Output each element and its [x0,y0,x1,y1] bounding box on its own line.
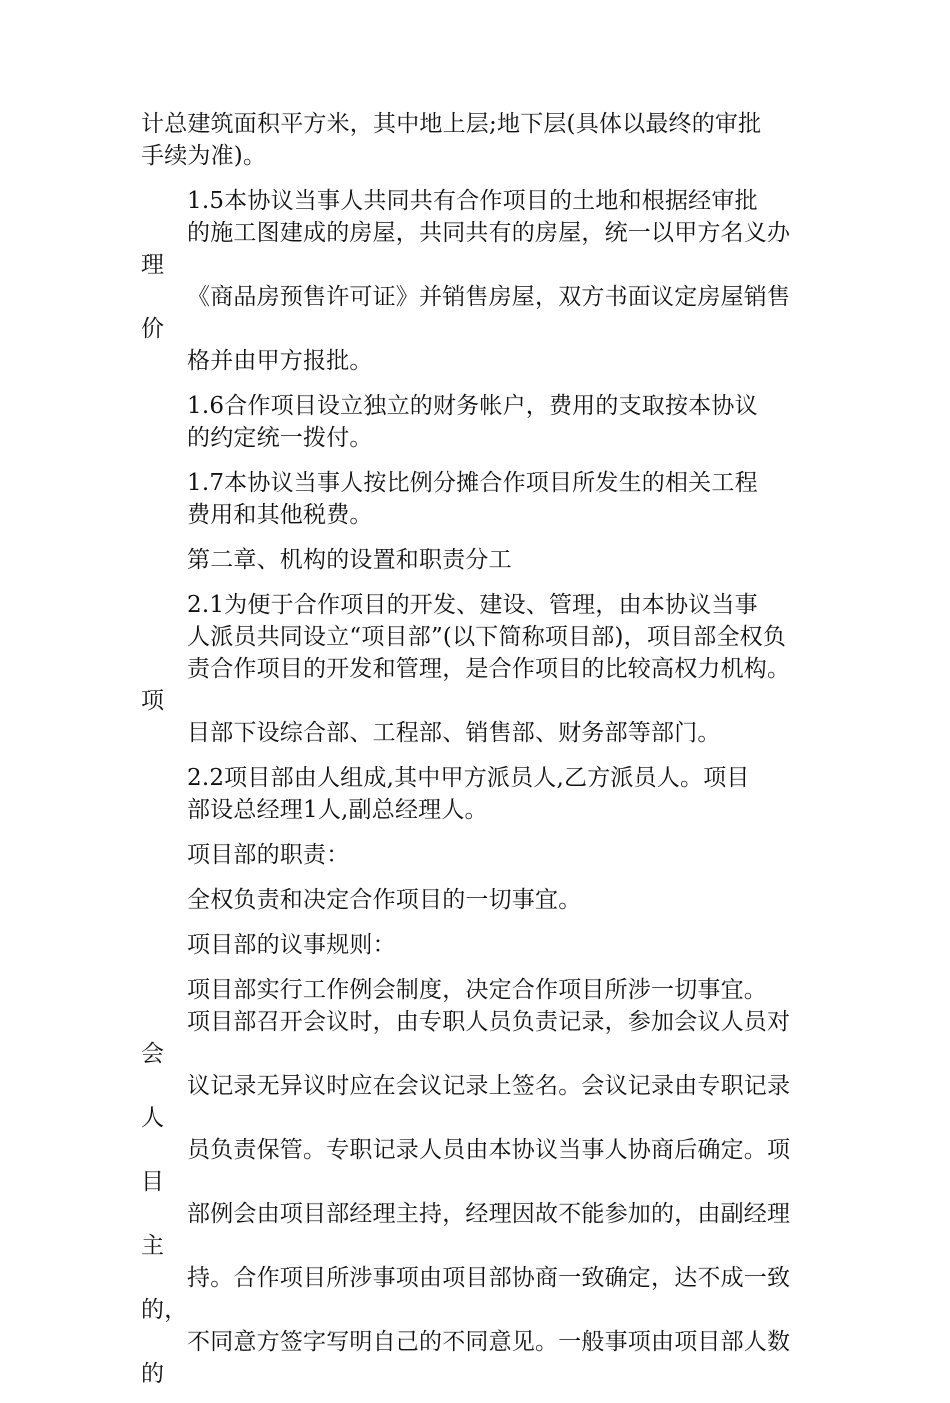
paragraph-line: 全权负责和决定合作项目的一切事宜。 [187,887,582,913]
document-body [141,108,813,1403]
paragraph [141,974,813,1390]
paragraph [141,929,813,961]
paragraph [141,762,813,826]
paragraph-line: 的约定统一拨付。 [187,425,373,451]
paragraph-line: 部设总经理1人,副总经理人。 [187,797,488,823]
paragraph-line: 手续为准)。 [141,143,267,169]
paragraph-line: 2.2项目部由人组成,其中甲方派员人,乙方派员人。项目 [187,765,750,791]
paragraph-line: 员负责保管。专职记录人员由本协议当事人协商后确定。项目 [141,1137,791,1195]
paragraph-line: 议记录无异议时应在会议记录上签名。会议记录由专职记录人 [141,1073,791,1131]
paragraph-line: 项目部召开会议时，由专职人员负责记录，参加会议人员对会 [141,1009,791,1067]
paragraph-line: 责合作项目的开发和管理，是合作项目的比较高权力机构。项 [141,656,791,714]
paragraph-line: 人派员共同设立“项目部”(以下简称项目部)，项目部全权负 [187,624,787,650]
paragraph-line: 1.6合作项目设立独立的财务帐户，费用的支取按本协议 [187,393,758,419]
paragraph-line: 格并由甲方报批。 [187,348,373,374]
paragraph [141,544,813,576]
paragraph [141,185,813,377]
paragraph-line: 2.1为便于合作项目的开发、建设、管理，由本协议当事 [187,592,758,618]
paragraph-line: 项目部的职责： [187,842,350,868]
paragraph-line: 1.5本协议当事人共同共有合作项目的土地和根据经审批 [187,188,758,214]
paragraph-line: 计总建筑面积平方米，其中地上层;地下层(具体以最终的审批 [141,111,762,137]
paragraph-line: 的施工图建成的房屋，共同共有的房屋，统一以甲方名义办理 [141,220,791,278]
paragraph-line: 部例会由项目部经理主持，经理因故不能参加的，由副经理主 [141,1201,791,1259]
paragraph [141,884,813,916]
paragraph [141,390,813,454]
paragraph-line: 项目部实行工作例会制度，决定合作项目所涉一切事宜。 [187,977,767,1003]
paragraph-line: 1.7本协议当事人按比例分摊合作项目所发生的相关工程 [187,470,758,496]
paragraph [141,589,813,749]
paragraph-line: 目部下设综合部、工程部、销售部、财务部等部门。 [187,720,721,746]
paragraph-line: 项目部的议事规则： [187,932,396,958]
paragraph [141,108,813,172]
paragraph-line: 不同意方签字写明自己的不同意见。一般事项由项目部人数的 [141,1329,791,1387]
paragraph-line: 第二章、机构的设置和职责分工 [187,547,512,573]
paragraph-line: 费用和其他税费。 [187,502,373,528]
paragraph-line: 《商品房预售许可证》并销售房屋，双方书面议定房屋销售价 [141,284,791,342]
paragraph-line: 持。合作项目所涉事项由项目部协商一致确定，达不成一致的， [141,1265,791,1323]
paragraph [141,467,813,531]
paragraph [141,839,813,871]
